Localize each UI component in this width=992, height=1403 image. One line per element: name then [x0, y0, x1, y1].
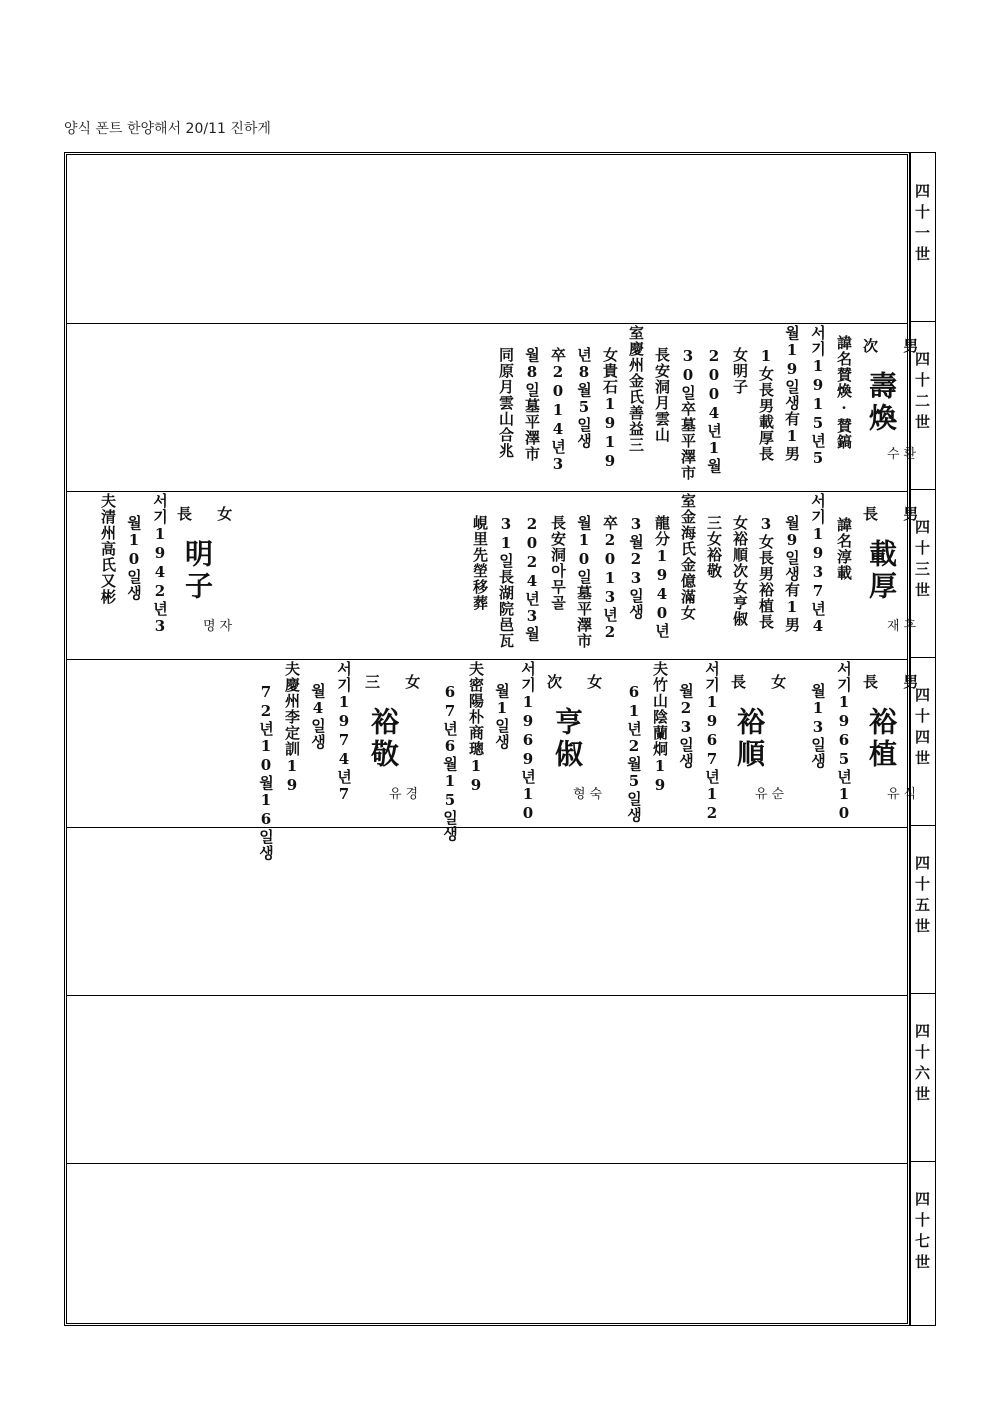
generation-row-45: [67, 827, 907, 996]
generation-label: 四十一世: [913, 183, 931, 267]
generation-label: 四十二世: [913, 351, 931, 435]
person-rank: 長 女: [731, 673, 797, 691]
info-col: 서기1967년12: [703, 661, 721, 823]
info-col: 서기1915년5: [809, 325, 827, 468]
info-col: 서기1974년7: [335, 661, 353, 804]
person-reading: 유식: [887, 787, 921, 802]
info-col: 67년6월15일생: [441, 683, 459, 842]
info-col: 1女長男載厚長: [757, 347, 775, 462]
info-col: 서기1969년10: [519, 661, 537, 823]
info-col: 서기1965년10: [835, 661, 853, 823]
info-col: 월8일墓平澤市: [523, 347, 541, 462]
info-col: 월13일생: [809, 683, 827, 769]
person-name: 裕植: [865, 707, 898, 771]
info-col: 3女長男裕植長: [757, 515, 775, 630]
person-rank: 長 男: [863, 505, 929, 523]
person-reading: 유순: [755, 787, 789, 802]
generation-row-46: [67, 995, 907, 1164]
info-col: 同原月雲山合兆: [497, 347, 515, 459]
info-col: 室金海氏金億滿女: [679, 493, 697, 621]
info-col: 三女裕敬: [705, 515, 723, 579]
person-name: 明子: [181, 539, 214, 603]
info-col: 夫密陽朴商璁19: [467, 661, 485, 795]
info-col: 서기1942년3: [151, 493, 169, 636]
info-col: 3월23일생: [627, 515, 645, 620]
info-col: 72년10월16일생: [257, 683, 275, 861]
info-col: 월9일생有1男: [783, 515, 801, 633]
info-col: 女明子: [731, 347, 749, 395]
info-col: 諱名賛煥·賛鎬: [835, 335, 853, 450]
info-col: 長安洞月雲山: [653, 347, 671, 443]
form-note: 양식 폰트 한양해서 20/11 진하게: [64, 121, 271, 137]
person-reading: 수환: [887, 447, 921, 462]
info-col: 월23일생: [677, 683, 695, 769]
generation-cell: [911, 993, 935, 1162]
info-col: 월10일墓平澤市: [575, 515, 593, 649]
generation-cell: [911, 657, 935, 826]
info-col: 서기1937년4: [809, 493, 827, 636]
info-col: 龍分1940년: [653, 515, 671, 639]
generation-label: 四十五世: [913, 855, 931, 939]
info-col: 峴里先塋移葬: [471, 515, 489, 611]
person-reading: 재후: [887, 619, 921, 634]
generation-label: 四十六世: [913, 1023, 931, 1107]
generation-sidebar: [910, 152, 936, 1326]
info-col: 월4일생: [309, 683, 327, 750]
info-col: 30일卒墓平澤市: [679, 347, 697, 481]
info-col: 夫慶州李定訓19: [283, 661, 301, 795]
info-col: 長安洞아무골: [549, 515, 567, 611]
person-reading: 유경: [389, 787, 423, 802]
generation-cell: [911, 825, 935, 994]
info-col: 室慶州金氏善益三: [627, 325, 645, 453]
generation-label: 四十七世: [913, 1191, 931, 1275]
info-col: 諱名淳載: [835, 517, 853, 581]
info-col: 女貴石1919: [601, 347, 619, 471]
person-name: 亨俶: [551, 707, 584, 771]
info-col: 女裕順次女亨俶: [731, 515, 749, 627]
info-col: 61년2월5일생: [625, 683, 643, 823]
info-col: 월10일생: [125, 515, 143, 601]
generation-cell: [911, 1161, 935, 1327]
generation-row-47: [67, 1163, 907, 1323]
generation-cell: [911, 321, 935, 490]
generation-cell: [911, 153, 935, 322]
generation-label: 四十三世: [913, 519, 931, 603]
person-name: 壽煥: [865, 371, 898, 435]
info-col: 2004년1월: [705, 347, 723, 474]
person-rank: 長 女: [177, 505, 243, 523]
person-rank: 次 男: [863, 337, 929, 355]
person-rank: 三 女: [365, 673, 431, 691]
person-name: 裕敬: [367, 707, 400, 771]
person-name: 載厚: [865, 539, 898, 603]
generation-row-41: [67, 155, 907, 324]
info-col: 卒2013년2: [601, 515, 619, 642]
person-rank: 次 女: [547, 673, 613, 691]
info-col: 월1일생: [493, 683, 511, 750]
person-reading: 명자: [203, 619, 237, 634]
info-col: 卒2014년3: [549, 347, 567, 474]
info-col: 2024년3월: [523, 515, 541, 642]
person-rank: 長 男: [863, 673, 929, 691]
generation-cell: [911, 489, 935, 658]
info-col: 夫清州高氏又彬: [99, 493, 117, 605]
info-col: 년8월5일생: [575, 347, 593, 449]
person-reading: 형숙: [573, 787, 607, 802]
info-col: 월19일생有1男: [783, 325, 801, 462]
info-col: 31일長湖院邑瓦: [497, 515, 515, 649]
info-col: 夫竹山陰蘭炯19: [651, 661, 669, 795]
generation-label: 四十四世: [913, 687, 931, 771]
person-name: 裕順: [733, 707, 766, 771]
